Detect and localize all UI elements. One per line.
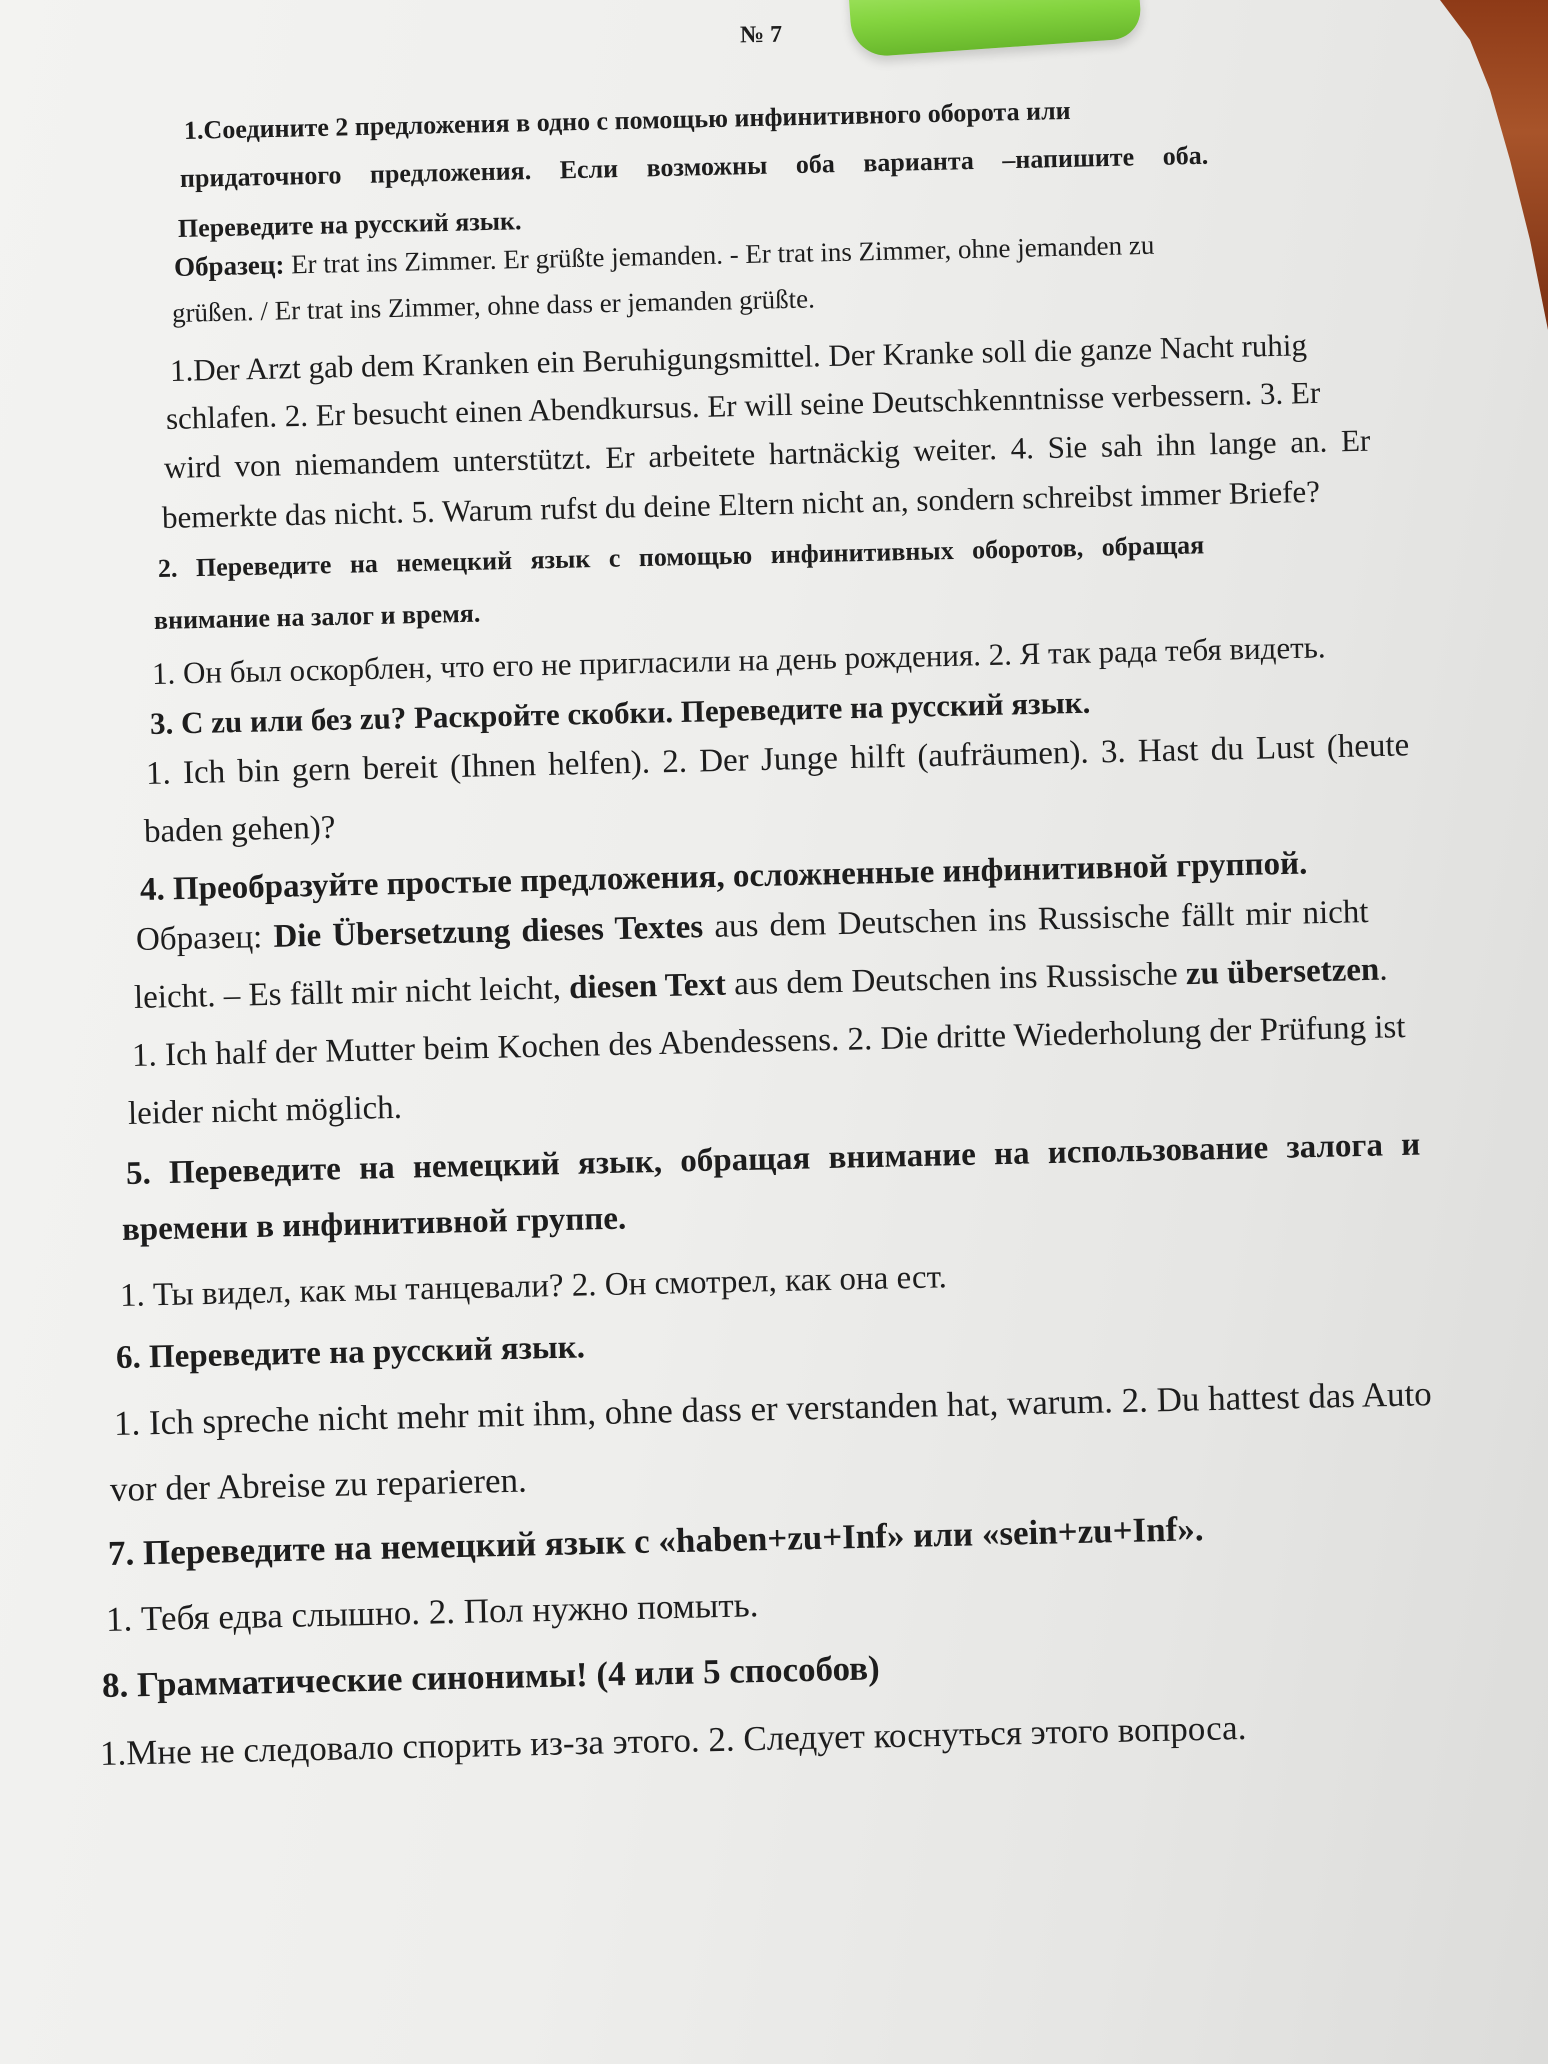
task1-heading-line3: [178, 208, 522, 242]
task1-items-line3-text: wird von niemandem unterstützt. Er arbeitete hartnäckig weiter. 4. Sie sah ihn lange an. Er: [163, 422, 1371, 485]
task6-heading: [116, 1331, 586, 1375]
task6-items-line1-text: 1. Ich spreche nicht mehr mit ihm, ohne dass er verstanden hat, warum. 2. Du hattest das Auto: [113, 1374, 1433, 1443]
task5-heading-line2: [121, 1200, 627, 1248]
task1-heading-line2-text: придаточного предложения. Если возможны оба варианта –напишите оба.: [179, 140, 1209, 193]
task5-heading-line2-text: времени в инфинитивной группе.: [121, 1200, 627, 1248]
task5-items-text: 1. Ты видел, как мы танцевали? 2. Он смотрел, как она ест.: [119, 1259, 948, 1314]
task4-items-line2-text: leider nicht möglich.: [127, 1089, 403, 1132]
task4-example-line2: [133, 951, 1388, 1016]
task1-items-line4: [161, 473, 1321, 535]
task2-items: [152, 631, 1326, 689]
task7-heading: [108, 1511, 1204, 1571]
task1-items-line3: [163, 422, 1371, 485]
task2-heading-line1: [158, 532, 1205, 582]
task4-items-line1: [132, 1011, 1406, 1073]
task8-items: [99, 1707, 1247, 1773]
task4-example-text1: aus dem Deutschen ins Russische fällt mir nicht: [713, 894, 1369, 945]
task4-example-bold1: Die Übersetzung dieses Textes: [273, 909, 704, 955]
task1-items-line1: [170, 329, 1308, 386]
task4-example-text3: aus dem Deutschen ins Russische: [733, 956, 1179, 1003]
task3-heading: [149, 684, 1091, 741]
task6-items-line2: [109, 1460, 528, 1509]
task5-heading-line1-text: 5. Переведите на немецкий язык, обращая внимание на использование залога и: [125, 1126, 1421, 1192]
task3-heading-text: 3. С zu или без zu? Раскройте скобки. Переведите на русский язык.: [149, 684, 1091, 741]
task1-example-text1: Er trat ins Zimmer. Er grüßte jemanden. - Er trat ins Zimmer, ohne jemanden zu: [290, 229, 1155, 280]
task1-heading-line1-text: 1.Соедините 2 предложения в одно с помощью инфинитивного оборота или: [183, 95, 1071, 145]
task1-heading-line2: [179, 140, 1209, 193]
task7-items-text: 1. Тебя едва слышно. 2. Пол нужно помыть.: [105, 1585, 759, 1639]
task3-items-line2: [143, 809, 336, 850]
page-number: № 7: [739, 21, 783, 49]
task3-items-line2-text: baden gehen)?: [143, 809, 336, 850]
task4-example-text2: leicht. – Es fällt mir nicht leicht,: [133, 970, 562, 1016]
task5-items: [120, 1261, 948, 1313]
task4-example-bold2: diesen Text: [568, 966, 727, 1007]
task1-example-text2: grüßen. / Er trat ins Zimmer, ohne dass er jemanden grüßte.: [171, 283, 816, 328]
task3-items-line1: [146, 729, 1410, 791]
task4-heading-text: 4. Преобразуйте простые предложения, осложненные инфинитивной группой.: [139, 845, 1308, 908]
task8-heading-text: 8. Грамматические синонимы! (4 или 5 способов): [101, 1648, 881, 1705]
task4-example-bold3: zu übersetzen: [1185, 951, 1380, 993]
task1-items-line2: [165, 374, 1321, 436]
task1-items-line2-text: schlafen. 2. Er besucht einen Abendkursus. Er will seine Deutschkenntnisse verbessern. 3. Er: [165, 374, 1321, 436]
task4-example-label: Образец:: [135, 919, 263, 958]
task3-items-line1-text: 1. Ich bin gern bereit (Ihnen helfen). 2. Der Junge hilft (aufräumen). 3. Hast du Lust (heute: [145, 727, 1410, 792]
task6-heading-text: 6. Переведите на русский язык.: [115, 1329, 586, 1376]
task6-items-line2-text: vor der Abreise zu reparieren.: [109, 1460, 528, 1509]
task4-items-line2: [127, 1089, 403, 1132]
task7-heading-text: 7. Переведите на немецкий язык с «haben+zu+Inf» или «sein+zu+Inf».: [107, 1509, 1204, 1573]
task1-example-line2: [172, 285, 815, 327]
task2-heading-line1-text: 2. Переведите на немецкий язык с помощью инфинитивных оборотов, обращая: [157, 530, 1205, 583]
task8-heading: [102, 1650, 880, 1703]
task8-items-text: 1.Мне не следовало спорить из-за этого. 2. Следует коснуться этого вопроса.: [99, 1707, 1247, 1773]
task4-example-line1: [136, 896, 1369, 957]
task2-heading-line2: [153, 598, 481, 635]
task6-items-line1: [114, 1376, 1432, 1441]
task2-heading-line2-text: внимание на залог и время.: [153, 598, 481, 635]
task1-heading-line1: [184, 91, 1354, 144]
task4-items-line1-text: 1. Ich half der Mutter beim Kochen des Abendessens. 2. Die dritte Wiederholung der Prüfung ist: [131, 1009, 1406, 1074]
task1-items-line4-text: bemerkte das nicht. 5. Warum rufst du deine Eltern nicht an, sondern schreibst immer Briefe?: [161, 473, 1321, 535]
task5-heading-line1: [125, 1126, 1421, 1192]
task4-heading: [139, 845, 1308, 908]
task1-heading-line3-text: Переведите на русский язык.: [177, 206, 522, 243]
task2-items-text: 1. Он был оскорблен, что его не пригласили на день рождения. 2. Я так рада тебя видеть.: [151, 629, 1326, 691]
task7-items: [106, 1587, 759, 1637]
task1-items-line1-text: 1.Der Arzt gab dem Kranken ein Beruhigungsmittel. Der Kranke soll die ganze Nacht ruhig: [169, 327, 1308, 388]
task1-example-label: Образец:: [173, 249, 285, 282]
task4-example-end: .: [1378, 951, 1388, 988]
